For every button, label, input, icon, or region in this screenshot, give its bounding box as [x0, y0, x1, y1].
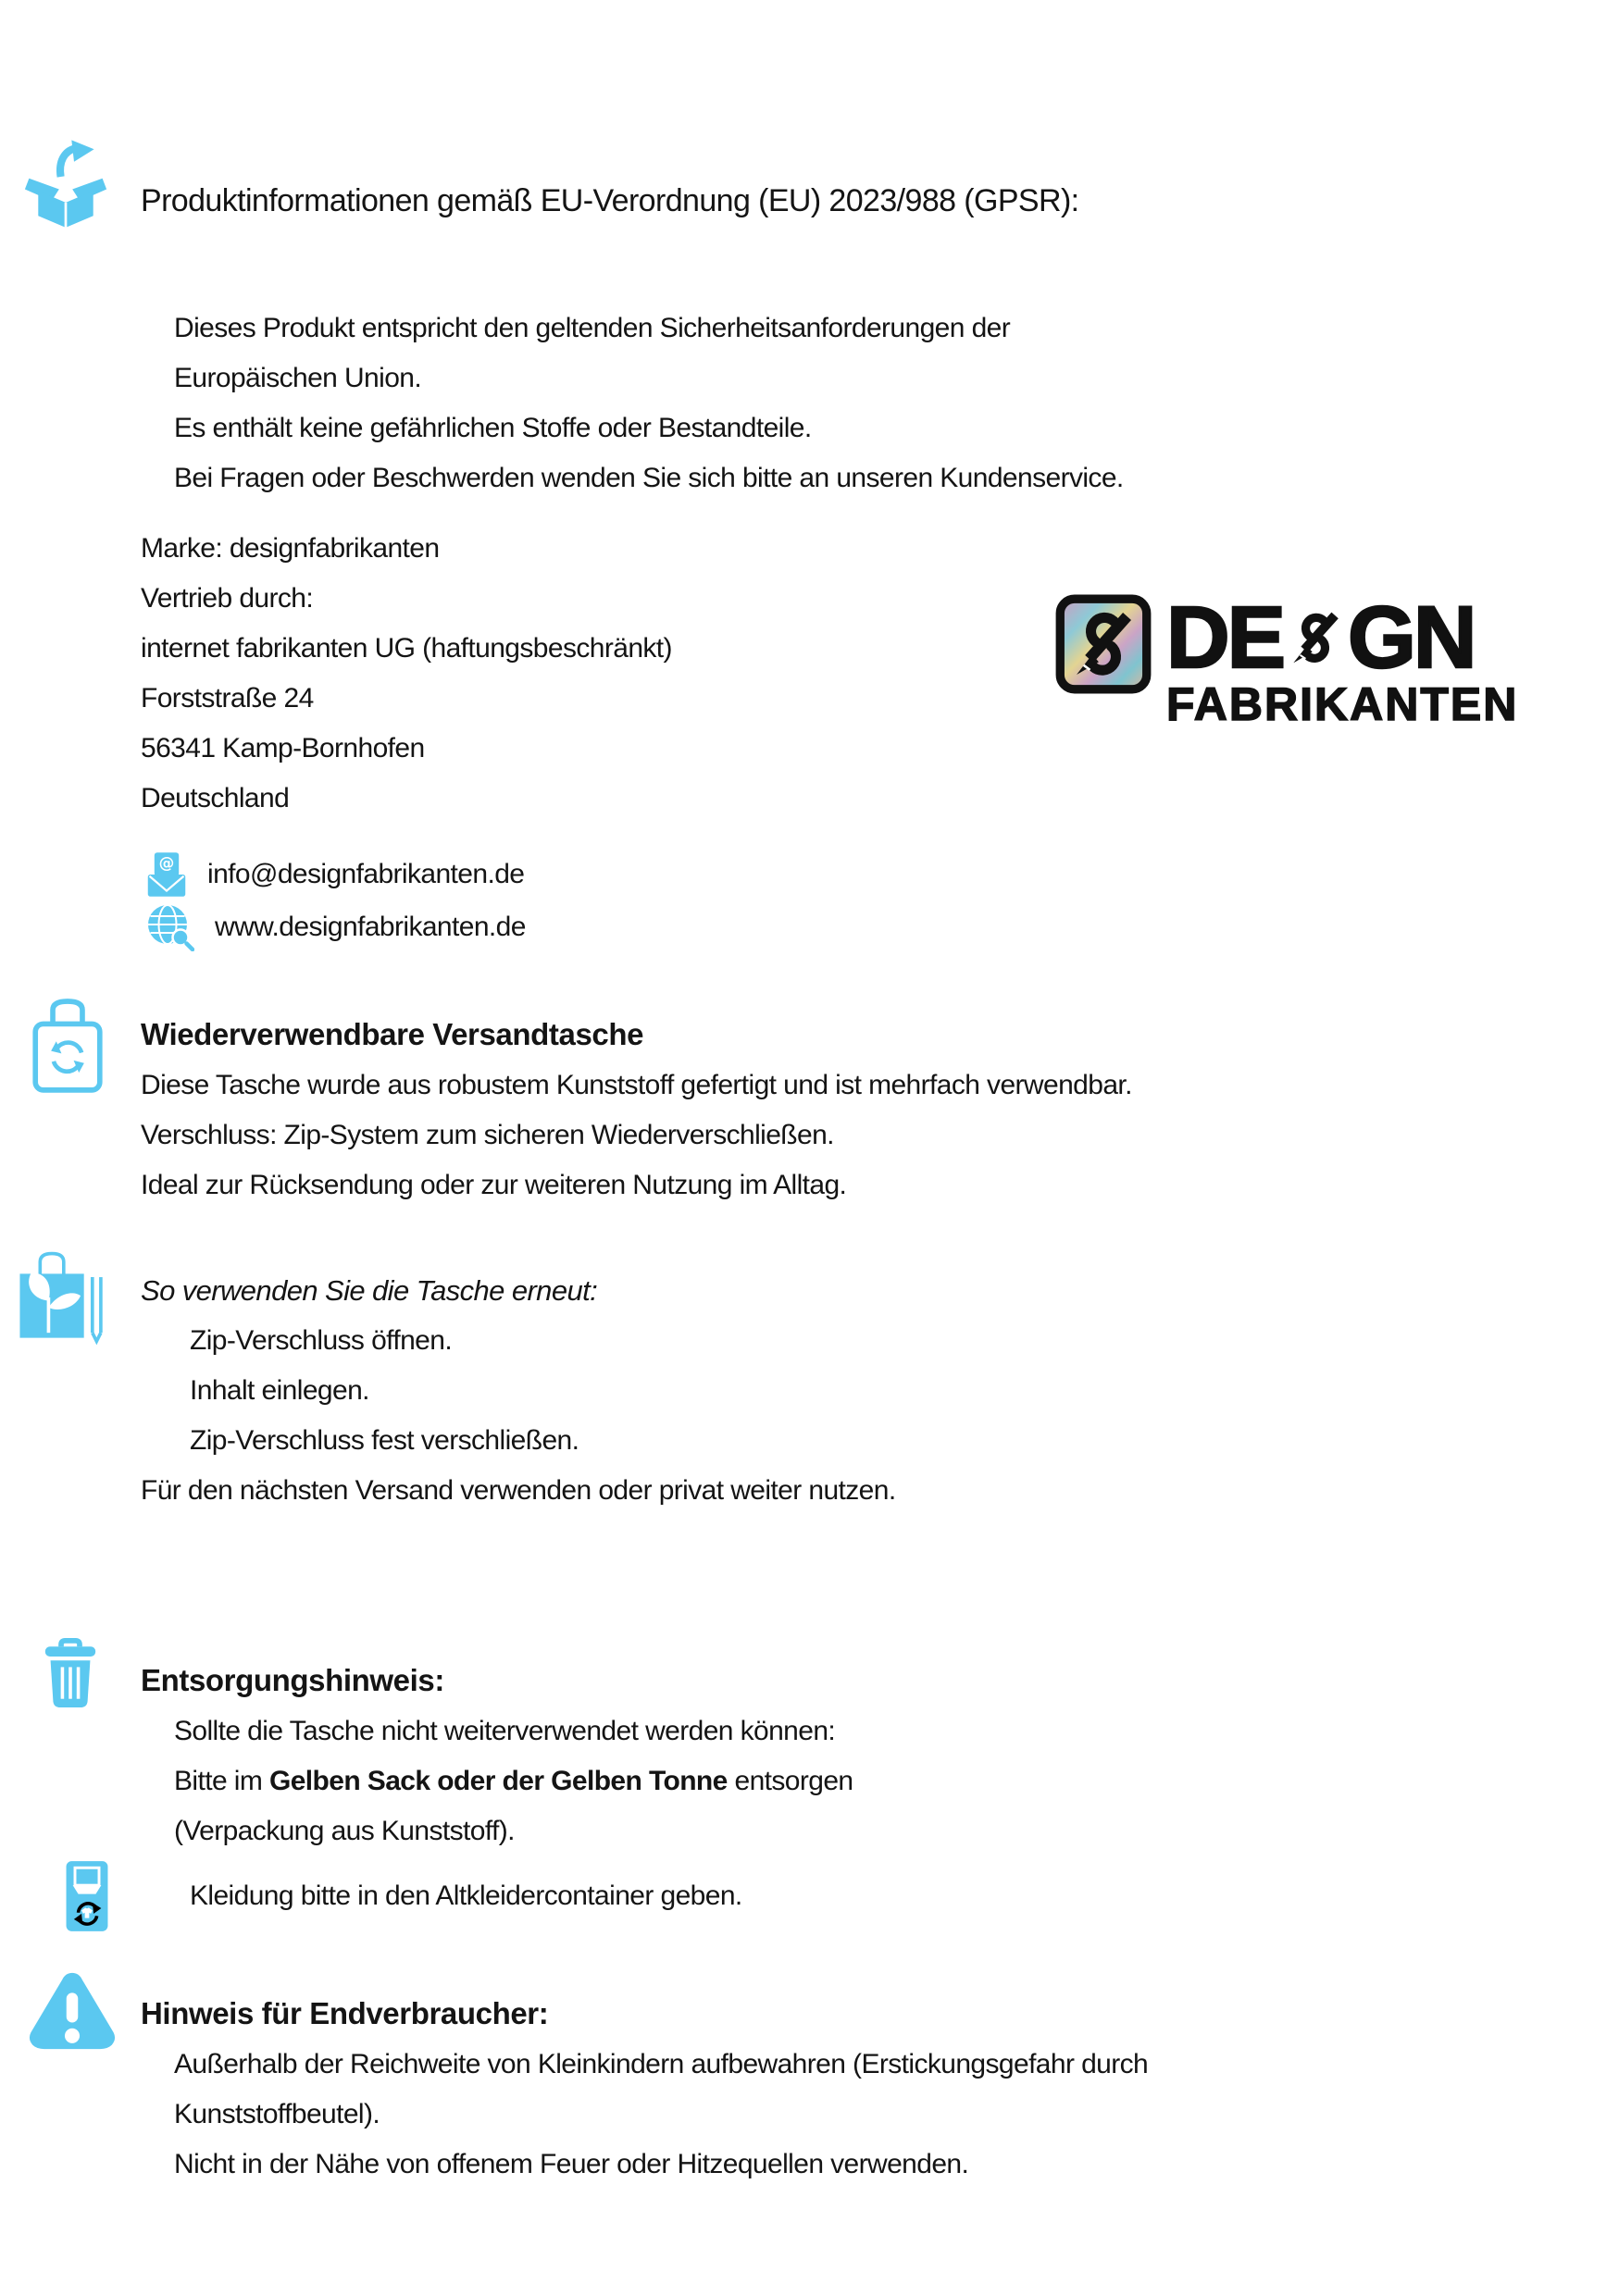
notice-line: Außerhalb der Reichweite von Kleinkindern aufbewahren (Erstickungsgefahr durch	[174, 2049, 1149, 2079]
website-url: www.designfabrikanten.de	[215, 912, 526, 942]
brand-logo	[1055, 589, 1519, 730]
compliance-line: Bei Fragen oder Beschwerden wenden Sie sich bitte an unseren Kundenservice.	[174, 463, 1124, 493]
distributor-block	[141, 524, 672, 824]
open-box-arrow-icon	[24, 139, 107, 231]
reuse-steps-section	[141, 1266, 896, 1516]
disposal-line2-suffix: entsorgen	[727, 1766, 853, 1796]
disposal-line2-bold: Gelben Sack oder der Gelben Tonne	[268, 1766, 728, 1796]
reuse-steps-heading: So verwenden Sie die Tasche erneut:	[141, 1274, 598, 1307]
contact-block	[146, 851, 526, 957]
website-row	[146, 903, 526, 951]
reusable-bag-section	[141, 1009, 1132, 1210]
logo-word-fabrikanten: FABRIKANTEN	[1166, 678, 1519, 730]
reuse-steps-footer: Für den nächsten Versand verwenden oder privat weiter nutzen.	[141, 1475, 896, 1506]
disposal-line: (Verpackung aus Kunststoff).	[174, 1816, 515, 1846]
logo-word-de: DE	[1166, 589, 1283, 687]
disposal-line-mixed	[174, 1756, 853, 1806]
consumer-notice-section	[141, 1988, 1148, 2190]
page-title: Produktinformationen gemäß EU-Verordnung (EU) 2023/988 (GPSR):	[141, 183, 1079, 218]
reuse-step: Inhalt einlegen.	[190, 1375, 369, 1406]
textile-row	[65, 1860, 742, 1932]
logo-word-gn: GN	[1347, 589, 1475, 687]
reuse-step: Zip-Verschluss fest verschließen.	[190, 1425, 579, 1456]
globe-search-icon	[146, 903, 194, 951]
tote-bag-recycle-icon	[24, 996, 111, 1094]
compliance-paragraph	[174, 304, 1124, 503]
email-row	[146, 851, 526, 898]
disposal-section	[141, 1655, 853, 1856]
notice-line: Kunststoffbeutel).	[174, 2099, 380, 2129]
reusable-line: Verschluss: Zip-System zum sicheren Wiederverschließen.	[141, 1120, 834, 1150]
email-address: info@designfabrikanten.de	[207, 859, 525, 889]
trash-can-icon	[43, 1629, 98, 1721]
compliance-line: Es enthält keine gefährlichen Stoffe oder Bestandteile.	[174, 413, 812, 443]
pencil-s-glyph-icon	[1285, 604, 1346, 673]
clothes-container-icon	[65, 1860, 109, 1932]
envelope-at-icon	[146, 851, 187, 898]
logo-wordmark	[1166, 589, 1519, 730]
city-line: 56341 Kamp-Bornhofen	[141, 733, 425, 763]
eco-bag-leaf-icon	[15, 1246, 109, 1347]
textile-line: Kleidung bitte in den Altkleidercontainer geben.	[190, 1880, 742, 1911]
reuse-step: Zip-Verschluss öffnen.	[190, 1325, 453, 1356]
compliance-line: Europäischen Union.	[174, 363, 422, 393]
notice-line: Nicht in der Nähe von offenem Feuer oder Hitzequellen verwenden.	[174, 2149, 969, 2179]
warning-triangle-icon	[26, 1967, 118, 2054]
brand-line: Marke: designfabrikanten	[141, 533, 440, 564]
disposal-line2-prefix: Bitte im	[174, 1766, 269, 1796]
svg-text:@: @	[158, 852, 175, 872]
reusable-heading: Wiederverwendbare Versandtasche	[141, 1017, 644, 1051]
compliance-line: Dieses Produkt entspricht den geltenden Sicherheitsanforderungen der	[174, 313, 1011, 343]
pencil-s-logo-mark	[1055, 594, 1152, 694]
disposal-line: Sollte die Tasche nicht weiterverwendet werden können:	[174, 1716, 836, 1746]
reusable-line: Ideal zur Rücksendung oder zur weiteren Nutzung im Alltag.	[141, 1170, 847, 1200]
country-line: Deutschland	[141, 783, 290, 813]
notice-heading: Hinweis für Endverbraucher:	[141, 1996, 549, 2030]
company-line: internet fabrikanten UG (haftungsbeschränkt)	[141, 633, 672, 664]
disposal-heading: Entsorgungshinweis:	[141, 1663, 444, 1697]
reusable-line: Diese Tasche wurde aus robustem Kunststoff gefertigt und ist mehrfach verwendbar.	[141, 1070, 1132, 1100]
distribution-label: Vertrieb durch:	[141, 583, 314, 614]
street-line: Forststraße 24	[141, 683, 314, 714]
logo-word-design	[1166, 589, 1518, 687]
